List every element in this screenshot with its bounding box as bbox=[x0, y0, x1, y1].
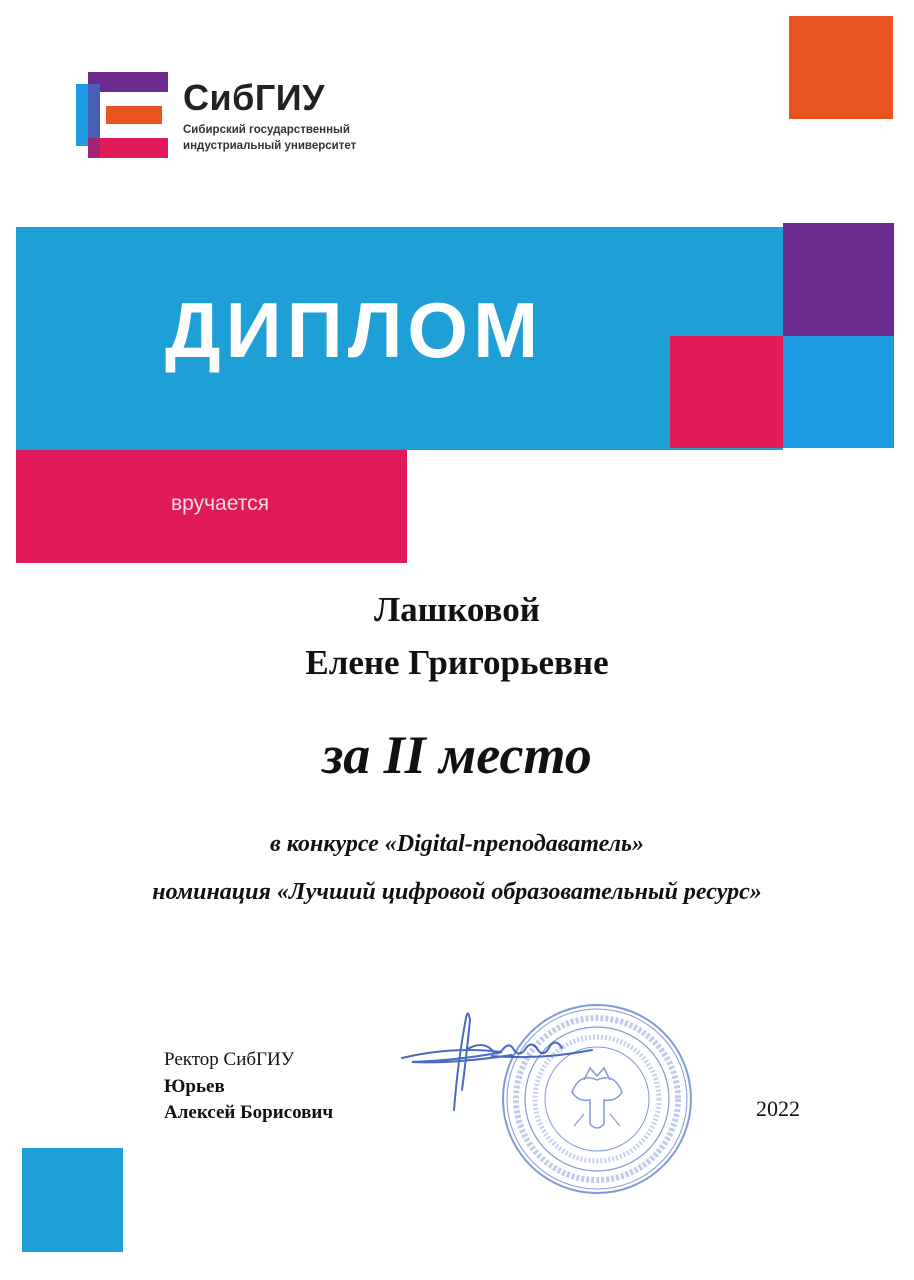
orange-square bbox=[789, 16, 893, 119]
logo-subtitle-line2: индустриальный университет bbox=[183, 140, 357, 152]
rector-position: Ректор СибГИУ bbox=[164, 1049, 295, 1070]
purple-square bbox=[783, 223, 894, 336]
recipient-given-names: Елене Григорьевне bbox=[305, 643, 609, 682]
logo-subtitle bbox=[183, 122, 383, 154]
year: 2022 bbox=[756, 1096, 800, 1121]
sibgiu-logo-icon bbox=[76, 72, 168, 158]
rector-surname: Юрьев bbox=[164, 1076, 225, 1097]
diploma-title: ДИПЛОМ bbox=[165, 286, 544, 374]
logo-subtitle-line1: Сибирский государственный bbox=[183, 124, 350, 136]
rector-name: Алексей Борисович bbox=[164, 1102, 334, 1123]
award-place: за II место bbox=[322, 725, 592, 785]
nomination: номинация «Лучший цифровой образовательный ресурс» bbox=[152, 879, 762, 905]
awarded-label: вручается bbox=[171, 492, 269, 515]
contest-name: в конкурсе «Digital-преподаватель» bbox=[270, 831, 644, 857]
logo-title: СибГИУ bbox=[183, 77, 326, 118]
pink-square bbox=[670, 336, 783, 448]
signature-icon bbox=[392, 1000, 602, 1130]
recipient-surname: Лашковой bbox=[374, 590, 540, 629]
blue-square bbox=[783, 336, 894, 448]
bottom-blue-square bbox=[22, 1148, 123, 1252]
